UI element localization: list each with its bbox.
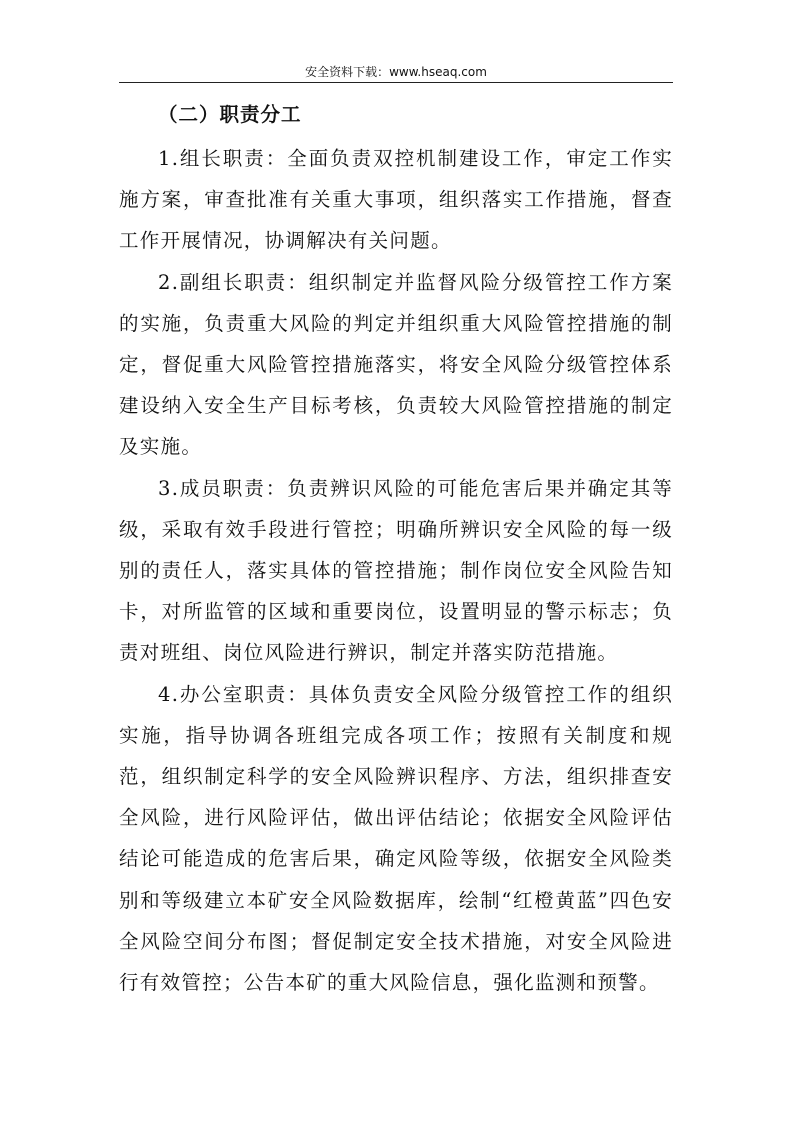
- section-title: （二）职责分工: [158, 103, 302, 126]
- document-body: [119, 138, 673, 1003]
- page-header: 安全资料下载：www.hseaq.com: [305, 65, 487, 79]
- header-divider: [119, 82, 673, 83]
- paragraph-office-duties: 4.办公室职责：具体负责安全风险分级管控工作的组织实施，指导协调各班组完成各项工作；按照有关制度和规范，组织制定科学的安全风险辨识程序、方法，组织排查安全风险，进行风险评估，做出评估结论；依据安全风险评估结论可能造成的危害后果，确定风险等级，依据安全风险类别和等级建立本矿安全风险数据库，绘制“红橙黄蓝”四色安全风险空间分布图；督促制定安全技术措施，对安全风险进行有效管控；公告本矿的重大风险信息，强化监测和预警。: [119, 682, 673, 995]
- paragraph-deputy-leader-duties: 2.副组长职责：组织制定并监督风险分级管控工作方案的实施，负责重大风险的判定并组织重大风险管控措施的制定，督促重大风险管控措施落实，将安全风险分级管控体系建设纳入安全生产目标考核，负责较大风险管控措施的制定及实施。: [119, 270, 673, 459]
- paragraph-leader-duties: 1.组长职责：全面负责双控机制建设工作，审定工作实施方案，审查批准有关重大事项，组织落实工作措施，督查工作开展情况，协调解决有关问题。: [119, 147, 673, 253]
- paragraph-member-duties: 3.成员职责：负责辨识风险的可能危害后果并确定其等级，采取有效手段进行管控；明确所辨识安全风险的每一级别的责任人，落实具体的管控措施；制作岗位安全风险告知卡，对所监管的区域和重要岗位，设置明显的警示标志；负责对班组、岗位风险进行辨识，制定并落实防范措施。: [119, 476, 673, 665]
